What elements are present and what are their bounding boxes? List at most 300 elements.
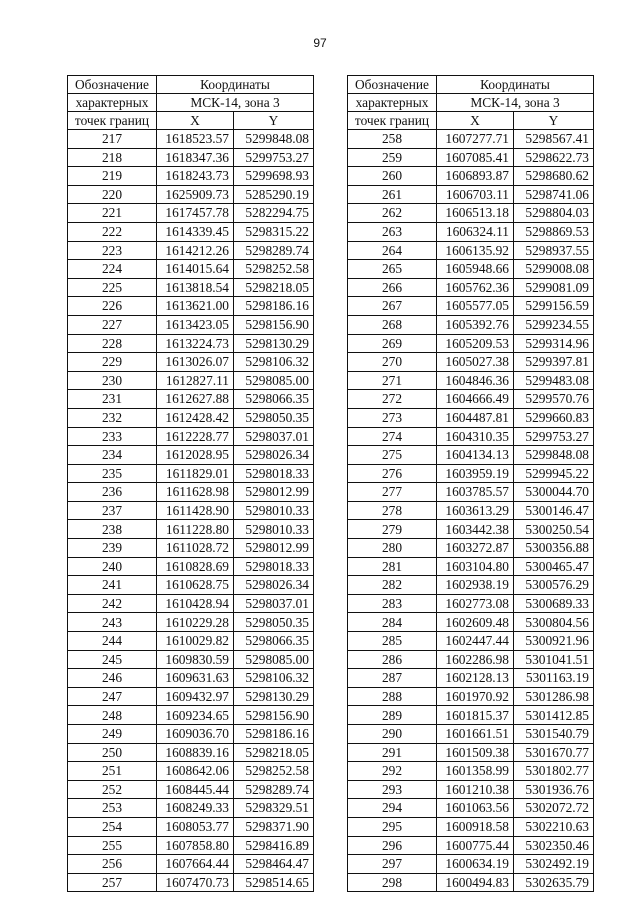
table-row bbox=[348, 576, 594, 595]
table-row bbox=[348, 706, 594, 725]
coordinate-y: 5301163.19 bbox=[514, 669, 594, 688]
coordinate-x: 1612627.88 bbox=[157, 390, 234, 409]
table-row bbox=[348, 427, 594, 446]
coordinate-y: 5300689.33 bbox=[514, 594, 594, 613]
point-number: 260 bbox=[348, 167, 437, 186]
table-row bbox=[348, 613, 594, 632]
coordinate-x: 1609036.70 bbox=[157, 725, 234, 744]
point-number: 250 bbox=[68, 743, 157, 762]
point-number: 234 bbox=[68, 446, 157, 465]
coordinate-x: 1609432.97 bbox=[157, 687, 234, 706]
coordinate-x: 1605209.53 bbox=[437, 334, 514, 353]
table-row bbox=[68, 130, 314, 149]
table-row bbox=[68, 297, 314, 316]
point-number: 271 bbox=[348, 371, 437, 390]
point-number: 255 bbox=[68, 836, 157, 855]
coordinate-y: 5299008.08 bbox=[514, 260, 594, 279]
coordinate-x: 1614212.26 bbox=[157, 241, 234, 260]
table-row bbox=[348, 315, 594, 334]
coordinate-x: 1603272.87 bbox=[437, 539, 514, 558]
coordinate-y: 5298106.32 bbox=[234, 669, 314, 688]
point-number: 249 bbox=[68, 725, 157, 744]
coordinate-x: 1600494.83 bbox=[437, 873, 514, 892]
coordinate-y: 5298289.74 bbox=[234, 241, 314, 260]
table-row bbox=[348, 669, 594, 688]
coordinate-y: 5300146.47 bbox=[514, 501, 594, 520]
coordinate-y: 5298066.35 bbox=[234, 390, 314, 409]
coordinate-x: 1612428.42 bbox=[157, 408, 234, 427]
point-number: 297 bbox=[348, 855, 437, 874]
coordinate-y: 5298869.53 bbox=[514, 222, 594, 241]
coordinate-x: 1608839.16 bbox=[157, 743, 234, 762]
point-number: 289 bbox=[348, 706, 437, 725]
coordinate-x: 1600775.44 bbox=[437, 836, 514, 855]
coordinate-x: 1611428.90 bbox=[157, 501, 234, 520]
coordinate-y: 5300465.47 bbox=[514, 557, 594, 576]
coordinate-y: 5298186.16 bbox=[234, 725, 314, 744]
coordinate-y: 5301412.85 bbox=[514, 706, 594, 725]
table-row bbox=[68, 799, 314, 818]
coordinate-y: 5299753.27 bbox=[514, 427, 594, 446]
table-row bbox=[68, 222, 314, 241]
coordinate-y: 5301670.77 bbox=[514, 743, 594, 762]
point-number: 270 bbox=[348, 353, 437, 372]
point-number: 275 bbox=[348, 446, 437, 465]
table-row bbox=[68, 873, 314, 892]
point-number: 283 bbox=[348, 594, 437, 613]
point-number: 258 bbox=[348, 130, 437, 149]
point-number: 246 bbox=[68, 669, 157, 688]
point-number: 264 bbox=[348, 241, 437, 260]
coordinate-x: 1607085.41 bbox=[437, 148, 514, 167]
table-row bbox=[68, 390, 314, 409]
point-number: 251 bbox=[68, 762, 157, 781]
table-row bbox=[68, 836, 314, 855]
point-number: 240 bbox=[68, 557, 157, 576]
table-row bbox=[68, 483, 314, 502]
coordinate-y: 5301802.77 bbox=[514, 762, 594, 781]
point-number: 219 bbox=[68, 167, 157, 186]
coordinate-x: 1605392.76 bbox=[437, 315, 514, 334]
coordinate-x: 1607277.71 bbox=[437, 130, 514, 149]
point-number: 268 bbox=[348, 315, 437, 334]
coordinate-y: 5298218.05 bbox=[234, 278, 314, 297]
coordinate-y: 5285290.19 bbox=[234, 185, 314, 204]
header-point-label-line2: характерных bbox=[348, 94, 437, 112]
coordinate-y: 5298130.29 bbox=[234, 334, 314, 353]
point-number: 227 bbox=[68, 315, 157, 334]
table-row bbox=[68, 817, 314, 836]
table-row bbox=[68, 762, 314, 781]
coordinate-x: 1603442.38 bbox=[437, 520, 514, 539]
coordinate-y: 5298026.34 bbox=[234, 446, 314, 465]
table-row bbox=[68, 446, 314, 465]
coordinate-x: 1614339.45 bbox=[157, 222, 234, 241]
table-row bbox=[68, 278, 314, 297]
coordinate-y: 5298289.74 bbox=[234, 780, 314, 799]
coordinate-x: 1614015.64 bbox=[157, 260, 234, 279]
table-row bbox=[348, 483, 594, 502]
table-row bbox=[68, 687, 314, 706]
table-row bbox=[68, 185, 314, 204]
point-number: 225 bbox=[68, 278, 157, 297]
point-number: 281 bbox=[348, 557, 437, 576]
coordinate-y: 5298050.35 bbox=[234, 613, 314, 632]
table-row bbox=[68, 148, 314, 167]
point-number: 279 bbox=[348, 520, 437, 539]
coordinate-x: 1608249.33 bbox=[157, 799, 234, 818]
coordinate-x: 1603785.57 bbox=[437, 483, 514, 502]
point-number: 269 bbox=[348, 334, 437, 353]
coordinate-x: 1601970.92 bbox=[437, 687, 514, 706]
coordinate-x: 1610628.75 bbox=[157, 576, 234, 595]
header-point-label-line1: Обозначение bbox=[348, 76, 437, 94]
coordinate-x: 1605948.66 bbox=[437, 260, 514, 279]
table-row bbox=[68, 501, 314, 520]
table-row bbox=[348, 130, 594, 149]
table-row bbox=[348, 408, 594, 427]
table-row bbox=[348, 167, 594, 186]
coordinate-x: 1601358.99 bbox=[437, 762, 514, 781]
coordinate-x: 1610029.82 bbox=[157, 632, 234, 651]
coordinate-x: 1602128.13 bbox=[437, 669, 514, 688]
coordinate-y: 5298018.33 bbox=[234, 464, 314, 483]
point-number: 254 bbox=[68, 817, 157, 836]
coordinate-x: 1610828.69 bbox=[157, 557, 234, 576]
point-number: 262 bbox=[348, 204, 437, 223]
table-row bbox=[348, 260, 594, 279]
coordinate-y: 5298156.90 bbox=[234, 706, 314, 725]
point-number: 257 bbox=[68, 873, 157, 892]
coordinate-x: 1611829.01 bbox=[157, 464, 234, 483]
table-row bbox=[68, 353, 314, 372]
coordinate-x: 1613224.73 bbox=[157, 334, 234, 353]
coordinate-x: 1611228.80 bbox=[157, 520, 234, 539]
coordinate-y: 5299314.96 bbox=[514, 334, 594, 353]
point-number: 241 bbox=[68, 576, 157, 595]
point-number: 285 bbox=[348, 632, 437, 651]
point-number: 243 bbox=[68, 613, 157, 632]
coordinate-y: 5298066.35 bbox=[234, 632, 314, 651]
table-row bbox=[348, 539, 594, 558]
coordinate-y: 5298741.06 bbox=[514, 185, 594, 204]
coordinate-y: 5299848.08 bbox=[514, 446, 594, 465]
table-row bbox=[348, 632, 594, 651]
coordinate-x: 1606324.11 bbox=[437, 222, 514, 241]
coordinate-y: 5299753.27 bbox=[234, 148, 314, 167]
coordinate-x: 1613026.07 bbox=[157, 353, 234, 372]
coordinate-y: 5298804.03 bbox=[514, 204, 594, 223]
coordinate-y: 5299483.08 bbox=[514, 371, 594, 390]
coordinate-y: 5298018.33 bbox=[234, 557, 314, 576]
point-number: 232 bbox=[68, 408, 157, 427]
coordinate-y: 5298085.00 bbox=[234, 371, 314, 390]
point-number: 233 bbox=[68, 427, 157, 446]
coordinate-x: 1601063.56 bbox=[437, 799, 514, 818]
point-number: 288 bbox=[348, 687, 437, 706]
point-number: 291 bbox=[348, 743, 437, 762]
point-number: 276 bbox=[348, 464, 437, 483]
point-number: 287 bbox=[348, 669, 437, 688]
table-row bbox=[68, 576, 314, 595]
header-point-label-line3: точек границ bbox=[348, 112, 437, 130]
table-row bbox=[348, 501, 594, 520]
point-number: 295 bbox=[348, 817, 437, 836]
point-number: 231 bbox=[68, 390, 157, 409]
table-row bbox=[348, 855, 594, 874]
header-x: X bbox=[157, 112, 234, 130]
point-number: 282 bbox=[348, 576, 437, 595]
coordinate-y: 5299848.08 bbox=[234, 130, 314, 149]
point-number: 218 bbox=[68, 148, 157, 167]
coordinate-x: 1606135.92 bbox=[437, 241, 514, 260]
coordinate-y: 5298050.35 bbox=[234, 408, 314, 427]
coordinate-y: 5298085.00 bbox=[234, 650, 314, 669]
coordinate-y: 5298514.65 bbox=[234, 873, 314, 892]
header-point-label-line1: Обозначение bbox=[68, 76, 157, 94]
coordinate-x: 1602609.48 bbox=[437, 613, 514, 632]
point-number: 265 bbox=[348, 260, 437, 279]
point-number: 277 bbox=[348, 483, 437, 502]
coordinate-x: 1601509.38 bbox=[437, 743, 514, 762]
coordinate-x: 1600634.19 bbox=[437, 855, 514, 874]
table-row bbox=[68, 780, 314, 799]
coordinate-x: 1604666.49 bbox=[437, 390, 514, 409]
table-row bbox=[348, 799, 594, 818]
point-number: 290 bbox=[348, 725, 437, 744]
table-row bbox=[348, 520, 594, 539]
coordinate-x: 1604310.35 bbox=[437, 427, 514, 446]
coordinate-x: 1610428.94 bbox=[157, 594, 234, 613]
table-row bbox=[348, 817, 594, 836]
coordinate-x: 1609234.65 bbox=[157, 706, 234, 725]
point-number: 293 bbox=[348, 780, 437, 799]
coordinate-x: 1603613.29 bbox=[437, 501, 514, 520]
coordinate-x: 1601661.51 bbox=[437, 725, 514, 744]
coordinate-x: 1606513.18 bbox=[437, 204, 514, 223]
coordinate-y: 5301286.98 bbox=[514, 687, 594, 706]
coordinate-x: 1600918.58 bbox=[437, 817, 514, 836]
table-row bbox=[68, 204, 314, 223]
point-number: 248 bbox=[68, 706, 157, 725]
point-number: 242 bbox=[68, 594, 157, 613]
table-row bbox=[348, 762, 594, 781]
point-number: 292 bbox=[348, 762, 437, 781]
coordinate-x: 1606703.11 bbox=[437, 185, 514, 204]
coordinate-y: 5299234.55 bbox=[514, 315, 594, 334]
table-row bbox=[68, 427, 314, 446]
table-row bbox=[348, 390, 594, 409]
table-row bbox=[68, 260, 314, 279]
coordinate-x: 1617457.78 bbox=[157, 204, 234, 223]
coordinate-x: 1612028.95 bbox=[157, 446, 234, 465]
coordinate-x: 1613423.05 bbox=[157, 315, 234, 334]
table-row bbox=[68, 371, 314, 390]
table-row bbox=[68, 315, 314, 334]
table-row bbox=[68, 594, 314, 613]
coordinate-y: 5298329.51 bbox=[234, 799, 314, 818]
coordinate-x: 1612827.11 bbox=[157, 371, 234, 390]
coordinate-y: 5302350.46 bbox=[514, 836, 594, 855]
point-number: 217 bbox=[68, 130, 157, 149]
coordinate-y: 5298012.99 bbox=[234, 539, 314, 558]
coordinate-x: 1601815.37 bbox=[437, 706, 514, 725]
point-number: 273 bbox=[348, 408, 437, 427]
table-row bbox=[68, 464, 314, 483]
coordinate-y: 5298130.29 bbox=[234, 687, 314, 706]
point-number: 266 bbox=[348, 278, 437, 297]
coordinate-x: 1618523.57 bbox=[157, 130, 234, 149]
coordinate-x: 1602447.44 bbox=[437, 632, 514, 651]
table-row bbox=[348, 464, 594, 483]
table-row bbox=[68, 520, 314, 539]
coordinate-y: 5298252.58 bbox=[234, 762, 314, 781]
coordinate-x: 1608053.77 bbox=[157, 817, 234, 836]
header-coordinates-line2: МСК-14, зона 3 bbox=[437, 94, 594, 112]
coordinate-y: 5301041.51 bbox=[514, 650, 594, 669]
coordinate-y: 5302492.19 bbox=[514, 855, 594, 874]
coordinate-x: 1611028.72 bbox=[157, 539, 234, 558]
coordinate-y: 5298010.33 bbox=[234, 501, 314, 520]
point-number: 298 bbox=[348, 873, 437, 892]
coordinate-y: 5298622.73 bbox=[514, 148, 594, 167]
point-number: 220 bbox=[68, 185, 157, 204]
table-row bbox=[348, 334, 594, 353]
table-row bbox=[348, 204, 594, 223]
point-number: 256 bbox=[68, 855, 157, 874]
table-row bbox=[348, 148, 594, 167]
coordinate-y: 5299570.76 bbox=[514, 390, 594, 409]
point-number: 263 bbox=[348, 222, 437, 241]
table-row bbox=[348, 557, 594, 576]
table-row bbox=[348, 873, 594, 892]
point-number: 235 bbox=[68, 464, 157, 483]
table-row bbox=[348, 297, 594, 316]
coordinate-y: 5301936.76 bbox=[514, 780, 594, 799]
point-number: 261 bbox=[348, 185, 437, 204]
coordinate-x: 1613818.54 bbox=[157, 278, 234, 297]
coordinates-table-right bbox=[347, 75, 594, 892]
table-row bbox=[348, 241, 594, 260]
coordinate-y: 5298012.99 bbox=[234, 483, 314, 502]
point-number: 253 bbox=[68, 799, 157, 818]
coordinate-x: 1602938.19 bbox=[437, 576, 514, 595]
point-number: 236 bbox=[68, 483, 157, 502]
coordinate-y: 5282294.75 bbox=[234, 204, 314, 223]
coordinate-x: 1606893.87 bbox=[437, 167, 514, 186]
point-number: 238 bbox=[68, 520, 157, 539]
coordinate-y: 5298567.41 bbox=[514, 130, 594, 149]
coordinate-y: 5298371.90 bbox=[234, 817, 314, 836]
coordinate-x: 1605762.36 bbox=[437, 278, 514, 297]
table-row bbox=[68, 539, 314, 558]
table-row bbox=[68, 855, 314, 874]
table-row bbox=[348, 743, 594, 762]
table-row bbox=[68, 167, 314, 186]
table-row bbox=[68, 669, 314, 688]
table-row bbox=[68, 706, 314, 725]
point-number: 228 bbox=[68, 334, 157, 353]
coordinate-x: 1625909.73 bbox=[157, 185, 234, 204]
header-y: Y bbox=[514, 112, 594, 130]
table-row bbox=[68, 613, 314, 632]
coordinate-y: 5299397.81 bbox=[514, 353, 594, 372]
coordinate-x: 1602286.98 bbox=[437, 650, 514, 669]
coordinate-x: 1603959.19 bbox=[437, 464, 514, 483]
header-point-label-line2: характерных bbox=[68, 94, 157, 112]
table-row bbox=[68, 743, 314, 762]
coordinate-y: 5300576.29 bbox=[514, 576, 594, 595]
coordinate-y: 5300804.56 bbox=[514, 613, 594, 632]
coordinate-x: 1611628.98 bbox=[157, 483, 234, 502]
coordinate-x: 1605027.38 bbox=[437, 353, 514, 372]
coordinate-x: 1608642.06 bbox=[157, 762, 234, 781]
point-number: 239 bbox=[68, 539, 157, 558]
point-number: 280 bbox=[348, 539, 437, 558]
coordinate-y: 5298218.05 bbox=[234, 743, 314, 762]
point-number: 274 bbox=[348, 427, 437, 446]
coordinate-x: 1601210.38 bbox=[437, 780, 514, 799]
point-number: 286 bbox=[348, 650, 437, 669]
coordinate-y: 5298037.01 bbox=[234, 427, 314, 446]
point-number: 222 bbox=[68, 222, 157, 241]
coordinate-x: 1602773.08 bbox=[437, 594, 514, 613]
table-row bbox=[348, 222, 594, 241]
coordinate-x: 1608445.44 bbox=[157, 780, 234, 799]
table-row bbox=[348, 371, 594, 390]
coordinate-x: 1609830.59 bbox=[157, 650, 234, 669]
coordinate-y: 5298026.34 bbox=[234, 576, 314, 595]
header-point-label-line3: точек границ bbox=[68, 112, 157, 130]
coordinate-y: 5300250.54 bbox=[514, 520, 594, 539]
point-number: 224 bbox=[68, 260, 157, 279]
point-number: 223 bbox=[68, 241, 157, 260]
coordinate-y: 5300921.96 bbox=[514, 632, 594, 651]
point-number: 272 bbox=[348, 390, 437, 409]
table-row bbox=[68, 725, 314, 744]
coordinate-y: 5298106.32 bbox=[234, 353, 314, 372]
table-row bbox=[348, 836, 594, 855]
table-row bbox=[68, 408, 314, 427]
coordinate-x: 1618347.36 bbox=[157, 148, 234, 167]
table-row bbox=[348, 278, 594, 297]
point-number: 259 bbox=[348, 148, 437, 167]
coordinate-y: 5299156.59 bbox=[514, 297, 594, 316]
coordinate-y: 5298186.16 bbox=[234, 297, 314, 316]
coordinate-y: 5302072.72 bbox=[514, 799, 594, 818]
coordinate-y: 5299660.83 bbox=[514, 408, 594, 427]
coordinate-y: 5301540.79 bbox=[514, 725, 594, 744]
coordinate-y: 5298252.58 bbox=[234, 260, 314, 279]
header-x: X bbox=[437, 112, 514, 130]
point-number: 247 bbox=[68, 687, 157, 706]
coordinate-y: 5298010.33 bbox=[234, 520, 314, 539]
coordinate-x: 1604134.13 bbox=[437, 446, 514, 465]
table-row bbox=[68, 650, 314, 669]
point-number: 252 bbox=[68, 780, 157, 799]
coordinate-y: 5302635.79 bbox=[514, 873, 594, 892]
coordinate-y: 5300044.70 bbox=[514, 483, 594, 502]
point-number: 226 bbox=[68, 297, 157, 316]
table-row bbox=[68, 241, 314, 260]
coordinate-x: 1607470.73 bbox=[157, 873, 234, 892]
coordinate-y: 5298315.22 bbox=[234, 222, 314, 241]
table-row bbox=[348, 446, 594, 465]
table-row bbox=[68, 557, 314, 576]
point-number: 267 bbox=[348, 297, 437, 316]
coordinate-y: 5298037.01 bbox=[234, 594, 314, 613]
coordinate-y: 5299698.93 bbox=[234, 167, 314, 186]
